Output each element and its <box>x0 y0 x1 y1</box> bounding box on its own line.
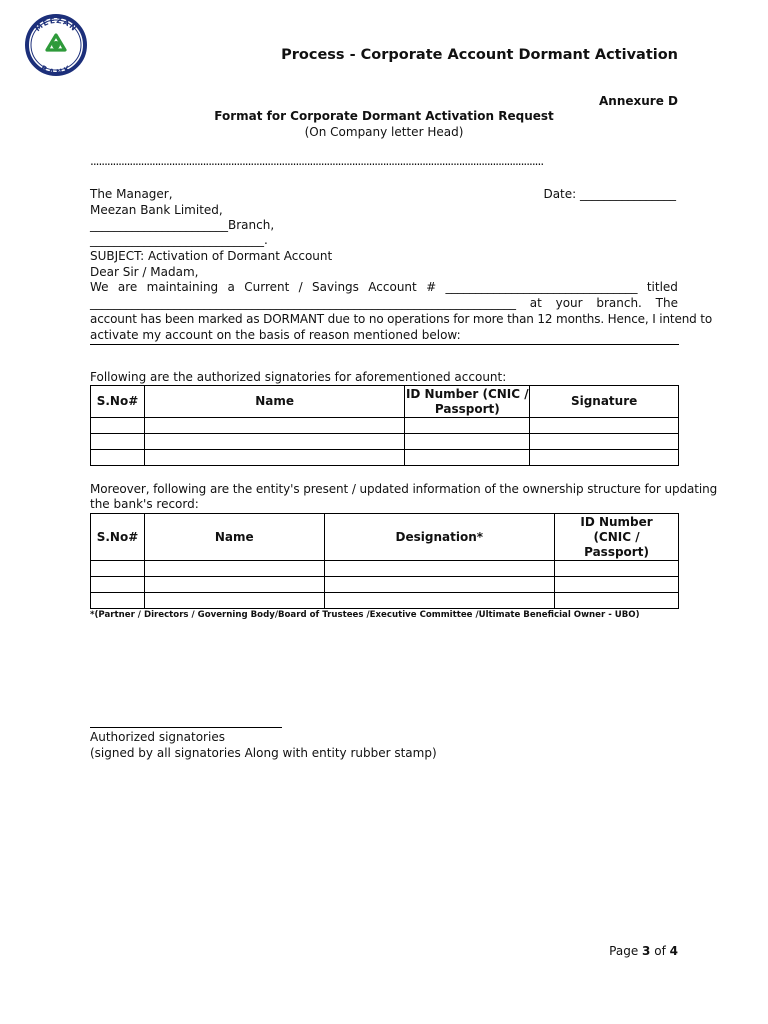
ownership-intro-line-1: Moreover, following are the entity's present / updated information of the ownership structure for updating <box>90 482 718 496</box>
table-cell[interactable] <box>530 434 679 450</box>
table-cell[interactable] <box>144 418 404 434</box>
table-row <box>91 434 679 450</box>
bank-name-line: Meezan Bank Limited, <box>90 203 223 217</box>
table-cell[interactable] <box>555 561 679 577</box>
ownership-intro-line-2: the bank's record: <box>90 497 199 511</box>
column-header: Designation* <box>324 514 555 561</box>
signature-label: Authorized signatories <box>90 730 225 744</box>
table-cell[interactable] <box>324 561 555 577</box>
format-title: Format for Corporate Dormant Activation Request <box>214 109 554 123</box>
column-header: Name <box>144 514 324 561</box>
signature-note: (signed by all signatories Along with entity rubber stamp) <box>90 746 437 760</box>
ownership-table <box>90 513 679 609</box>
table-cell[interactable] <box>91 434 145 450</box>
table-cell[interactable] <box>405 418 530 434</box>
signatories-intro: Following are the authorized signatories for aforementioned account: <box>90 370 507 384</box>
column-header: S.No# <box>91 386 145 418</box>
meezan-bank-logo <box>24 14 88 76</box>
logo-top-text: MEEZAN <box>33 15 79 34</box>
format-subtitle: (On Company letter Head) <box>304 125 464 139</box>
table-cell[interactable] <box>91 450 145 466</box>
table-cell[interactable] <box>405 450 530 466</box>
column-header: ID Number (CNIC / Passport) <box>405 386 529 416</box>
table-cell[interactable] <box>91 577 145 593</box>
body-line-3: account has been marked as DORMANT due to no operations for more than 12 months. Hence, I intend to <box>90 312 713 326</box>
signature-line <box>90 727 282 728</box>
signatories-table <box>90 385 679 466</box>
table-cell[interactable] <box>144 561 324 577</box>
table-header-row <box>91 386 679 418</box>
letterhead-dotted-line: ................................................................................................................................................................. <box>90 154 544 168</box>
address-blank-field: _____________________________. <box>90 233 268 247</box>
table-cell[interactable] <box>144 434 404 450</box>
subject-line: SUBJECT: Activation of Dormant Account <box>90 249 333 263</box>
salutation: Dear Sir / Madam, <box>90 265 199 279</box>
column-header: Signature <box>530 386 679 418</box>
body-line-2: _______________________________________________________________________ at your branch. The <box>90 296 678 310</box>
addressee-line: The Manager, <box>90 187 173 201</box>
body-line-4: activate my account on the basis of reason mentioned below: <box>90 328 461 342</box>
page-number: Page 3 of 4 <box>609 944 678 958</box>
table-cell[interactable] <box>144 577 324 593</box>
column-header: S.No# <box>91 514 145 561</box>
table-row <box>91 418 679 434</box>
branch-field: _______________________Branch, <box>90 218 275 232</box>
table-cell[interactable] <box>530 418 679 434</box>
designation-footnote: *(Partner / Directors / Governing Body/Board of Trustees /Executive Committee /Ultimate Beneficial Owner - UBO) <box>90 610 640 620</box>
table-cell[interactable] <box>555 577 679 593</box>
table-cell[interactable] <box>324 577 555 593</box>
table-cell[interactable] <box>91 418 145 434</box>
column-header: Name <box>144 386 404 418</box>
table-cell[interactable] <box>144 593 324 609</box>
column-header: ID Number (CNIC / Passport) <box>555 514 679 561</box>
logo-bottom-text: BANK <box>39 63 73 76</box>
table-cell[interactable] <box>324 593 555 609</box>
table-cell[interactable] <box>91 593 145 609</box>
body-line-1: We are maintaining a Current / Savings Account # ________________________________ titled <box>90 280 678 294</box>
table-cell[interactable] <box>91 561 145 577</box>
table-cell[interactable] <box>405 434 530 450</box>
table-row <box>91 561 679 577</box>
account-number-field: ________________________________ <box>445 280 638 294</box>
table-header-row <box>91 514 679 561</box>
table-row <box>91 577 679 593</box>
annexure-label: Annexure D <box>599 94 678 108</box>
reason-divider <box>90 344 679 345</box>
account-title-field: _______________________________________________________________________ <box>90 296 516 310</box>
date-field: Date: ________________ <box>543 187 676 201</box>
table-row <box>91 593 679 609</box>
table-cell[interactable] <box>555 593 679 609</box>
table-row <box>91 450 679 466</box>
process-title: Process - Corporate Account Dormant Activation <box>281 47 678 63</box>
table-cell[interactable] <box>530 450 679 466</box>
table-cell[interactable] <box>144 450 404 466</box>
